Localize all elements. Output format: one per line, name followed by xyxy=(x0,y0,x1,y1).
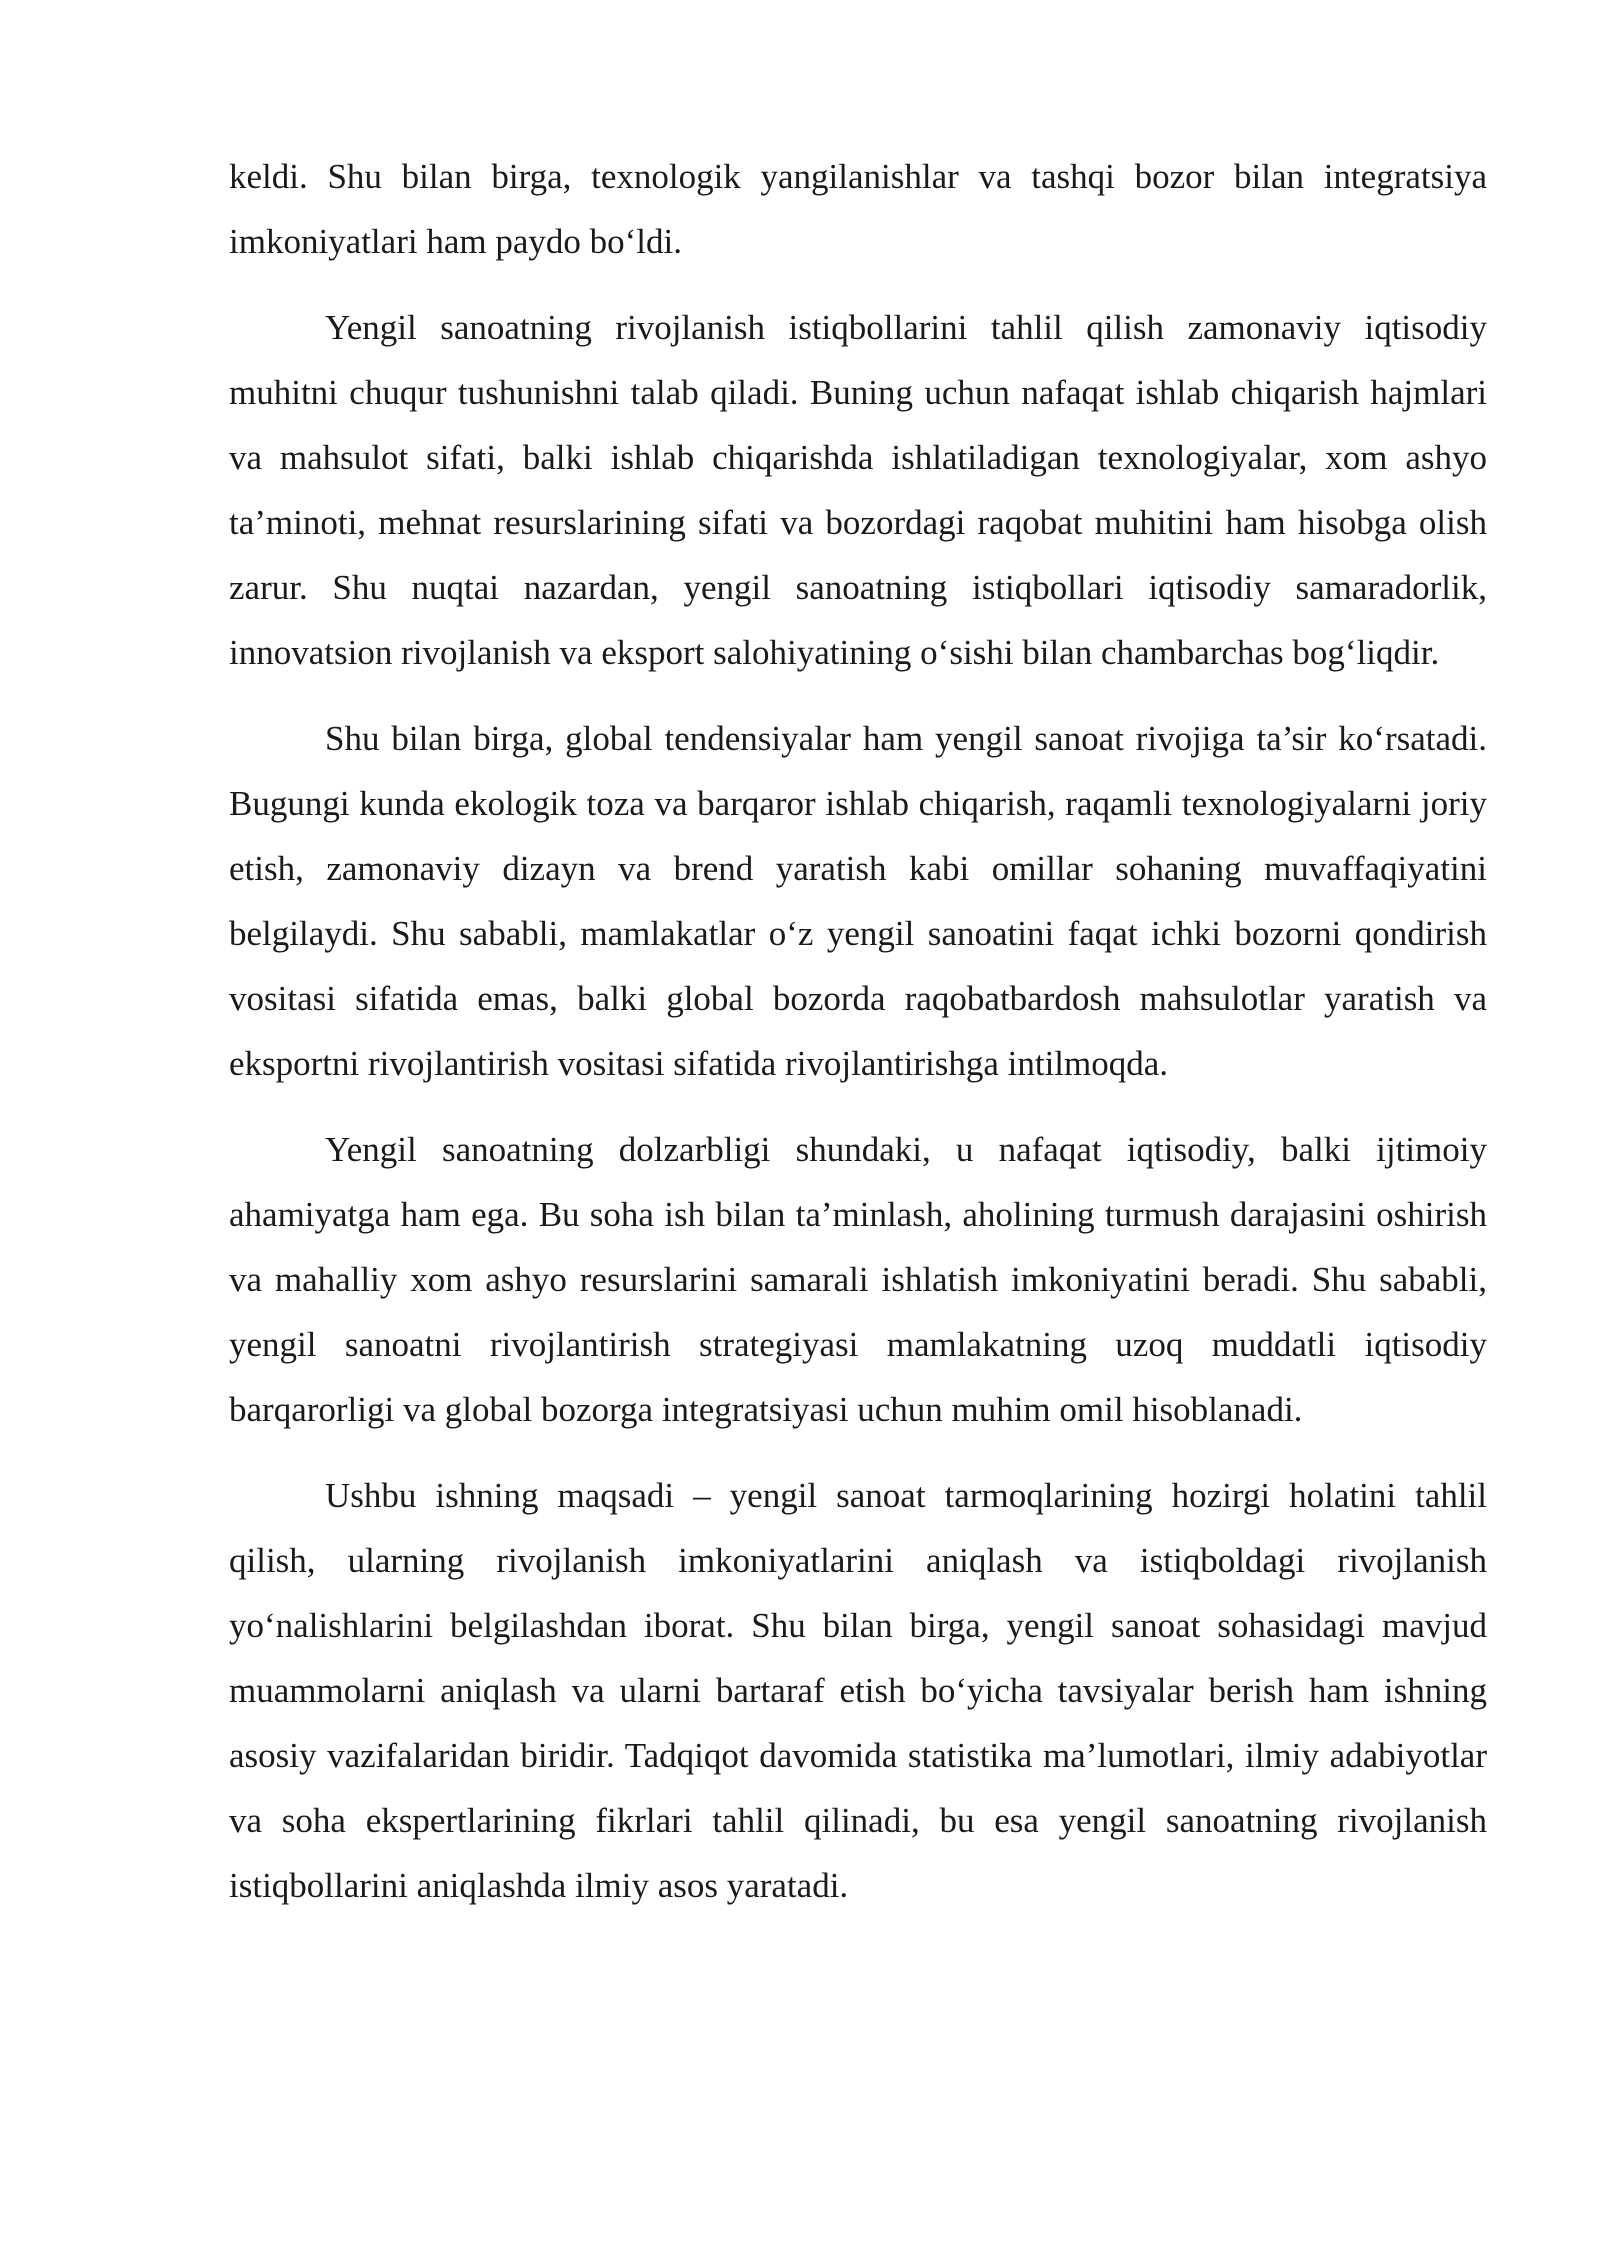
paragraph-global-trends: Shu bilan birga, global tendensiyalar ham yengil sanoat rivojiga ta’sir ko‘rsatadi. Bugungi kunda ekologik toza va barqaror ishlab chiqarish, raqamli texnologiyalarni joriy etish, zamonaviy dizayn va brend yaratish kabi omillar sohaning muvaffaqiyatini belgilaydi. Shu sababli, mamlakatlar o‘z yengil sanoatini faqat ichki bozorni qondirish vositasi sifatida emas, balki global bozorda raqobatbardosh mahsulotlar yaratish va eksportni rivojlantirish vositasi sifatida rivojlantirishga intilmoqda. xyxy=(229,719,1487,1083)
paragraph-continued: keldi. Shu bilan birga, texnologik yangilanishlar va tashqi bozor bilan integratsiya imkoniyatlari ham paydo bo‘ldi. xyxy=(229,157,1487,261)
paragraph-analysis: Yengil sanoatning rivojlanish istiqbollarini tahlil qilish zamonaviy iqtisodiy muhitni chuqur tushunishni talab qiladi. Buning uchun nafaqat ishlab chiqarish hajmlari va mahsulot sifati, balki ishlab chiqarishda ishlatiladigan texnologiyalar, xom ashyo ta’minoti, mehnat resurslarining sifati va bozordagi raqobat muhitini ham hisobga olish zarur. Shu nuqtai nazardan, yengil sanoatning istiqbollari iqtisodiy samaradorlik, innovatsion rivojlanish va eksport salohiyatining o‘sishi bilan chambarchas bog‘liqdir. xyxy=(229,308,1487,672)
document-body xyxy=(229,144,1487,1939)
paragraph-aim: Ushbu ishning maqsadi – yengil sanoat tarmoqlarining hozirgi holatini tahlil qilish, ularning rivojlanish imkoniyatlarini aniqlash va istiqboldagi rivojlanish yo‘nalishlarini belgilashdan iborat. Shu bilan birga, yengil sanoat sohasidagi mavjud muammolarni aniqlash va ularni bartaraf etish bo‘yicha tavsiyalar berish ham ishning asosiy vazifalaridan biridir. Tadqiqot davomida statistika ma’lumotlari, ilmiy adabiyotlar va soha ekspertlarining fikrlari tahlil qilinadi, bu esa yengil sanoatning rivojlanish istiqbollarini aniqlashda ilmiy asos yaratadi. xyxy=(229,1476,1487,1905)
paragraph-relevance: Yengil sanoatning dolzarbligi shundaki, u nafaqat iqtisodiy, balki ijtimoiy ahamiyatga ham ega. Bu soha ish bilan ta’minlash, aholining turmush darajasini oshirish va mahalliy xom ashyo resurslarini samarali ishlatish imkoniyatini beradi. Shu sababli, yengil sanoatni rivojlantirish strategiyasi mamlakatning uzoq muddatli iqtisodiy barqarorligi va global bozorga integratsiyasi uchun muhim omil hisoblanadi. xyxy=(229,1130,1487,1429)
